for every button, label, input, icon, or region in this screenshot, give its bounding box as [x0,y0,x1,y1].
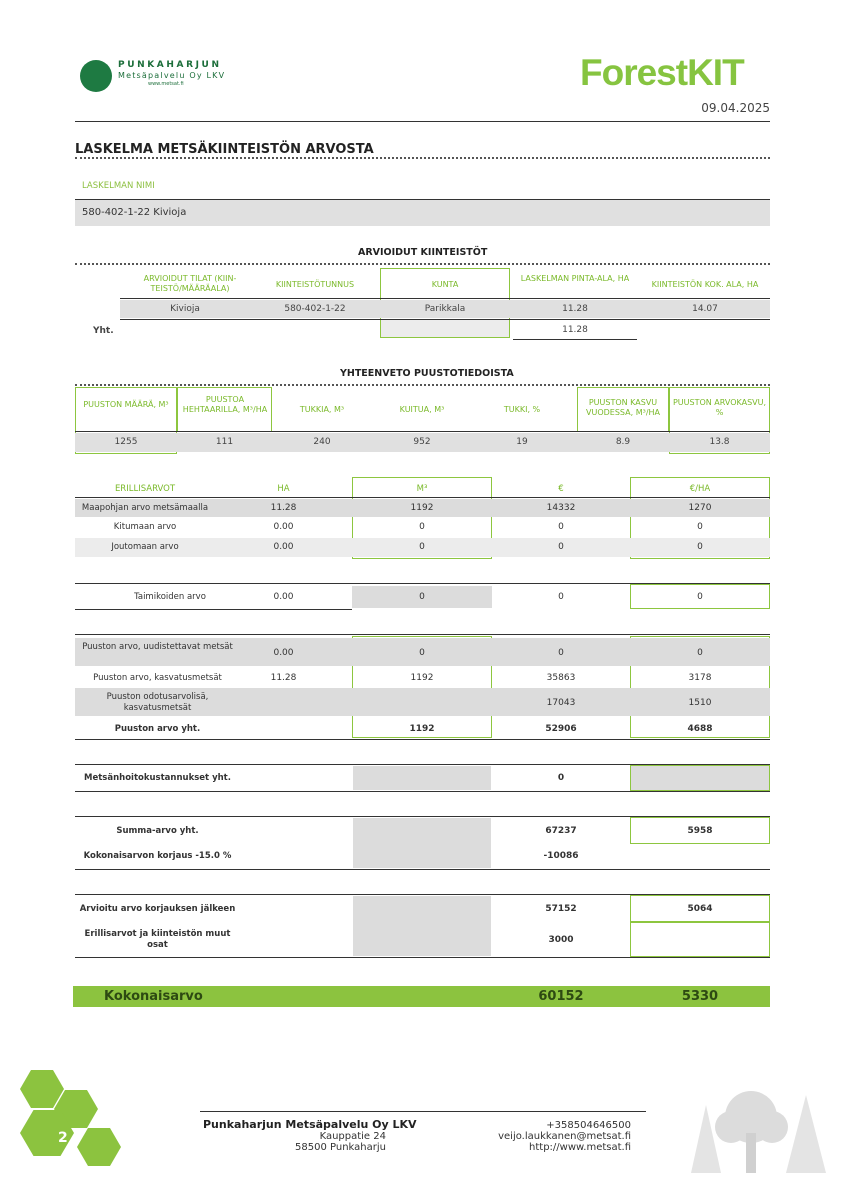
total-value-eur: 60152 [538,989,584,1004]
row-poor-land-m3: 0 [419,522,425,532]
row-regen-stand-label: Puuston arvo, uudistettavat metsät [82,642,233,652]
row-sum-value-eur: 67237 [545,826,577,836]
summary-log-pct: 19 [516,437,528,447]
row-waste-land-m3: 0 [419,542,425,552]
row-expectation-eur-ha: 1510 [688,698,712,708]
row-waste-land-eur-ha: 0 [697,542,703,552]
estate-calc-area: 11.28 [562,304,588,314]
row-land-value-eur-ha: 1270 [688,503,712,513]
summary-header-log-pct: TUKKI, % [503,405,541,414]
summary-pulp: 952 [413,437,431,447]
row-correction-eur: -10086 [543,851,579,861]
page-number: 2 [58,1130,68,1146]
summary-title: YHTEENVETO PUUSTOTIEDOISTA [340,368,514,379]
estate-municipality: Parikkala [424,304,466,314]
row-land-value-m3: 1192 [410,503,434,513]
footer-hex-decoration [20,1070,64,1108]
calc-name-label: LASKELMAN NIMI [82,181,155,191]
row-stand-total-eur-ha: 4688 [687,724,713,734]
summary-value-growth: 13.8 [709,437,730,447]
estates-header-kunta: KUNTA [431,280,459,289]
forestkit-logo: ForestKIT [580,52,744,93]
row-expectation-eur: 17043 [546,698,576,708]
company-logo-globe [80,60,112,92]
row-growing-stand-eur-ha: 3178 [688,673,712,683]
row-stand-total-label: Puuston arvo yht. [114,724,201,734]
logo-line-2: Metsäpalvelu Oy LKV [118,71,226,80]
logo-line-3: www.metsat.fi [148,81,184,87]
row-correction-label: Kokonaisarvon korjaus -15.0 % [83,851,232,861]
row-seedlings-m3: 0 [419,592,425,602]
document-date: 09.04.2025 [701,101,770,115]
row-growing-stand-label: Puuston arvo, kasvatusmetsät [93,673,222,683]
row-mgmt-cost-eur: 0 [557,773,565,783]
summary-header-per-ha: PUUSTOA HEHTAARILLA, M³/HA [182,395,268,414]
footer-phone: +358504646500 [546,1120,631,1131]
row-regen-stand-m3: 0 [419,648,425,658]
row-sum-value-eur-ha: 5958 [687,826,713,836]
estates-title: ARVIOIDUT KIINTEISTÖT [358,247,488,258]
summary-header-value-growth: PUUSTON ARVOKASVU, % [672,398,767,417]
row-poor-land-ha: 0.00 [273,522,294,532]
values-header-m3: M³ [416,484,428,494]
estates-header-kok-ala: KIINTEISTÖN KOK. ALA, HA [651,280,759,289]
estates-header-pinta-ala: LASKELMAN PINTA-ALA, HA [520,274,630,283]
row-growing-stand-ha: 11.28 [270,673,297,683]
footer-street: Kauppatie 24 [319,1131,386,1142]
row-land-value-ha: 11.28 [270,503,297,513]
footer-email[interactable]: veijo.laukkanen@metsat.fi [498,1131,631,1142]
values-header-ha: HA [277,484,290,494]
estates-header-tilat: ARVIOIDUT TILAT (KIIN-TEISTÖ/MÄÄRÄALA) [143,274,237,293]
row-poor-land-eur: 0 [558,522,564,532]
tree-watermark-icon [676,1085,828,1175]
row-waste-land-eur: 0 [558,542,564,552]
title-divider [75,157,770,159]
footer-city: 58500 Punkaharju [295,1142,386,1153]
footer-website[interactable]: http://www.metsat.fi [529,1142,631,1153]
row-separate-values-label: Erillisarvot ja kiinteistön muut osat [84,929,231,950]
row-seedlings-eur-ha: 0 [697,592,703,602]
row-regen-stand-ha: 0.00 [273,648,294,658]
summary-volume: 1255 [114,437,138,447]
row-stand-total-m3: 1192 [409,724,435,734]
row-land-value-label: Maapohjan arvo metsämaalla [81,503,209,513]
values-header-eur: € [558,484,564,494]
row-seedlings-label: Taimikoiden arvo [134,592,206,602]
row-poor-land-eur-ha: 0 [697,522,703,532]
summary-growth: 8.9 [615,437,631,447]
summary-header-volume: PUUSTON MÄÄRÄ, M³ [83,400,169,409]
summary-header-logs: TUKKIA, M³ [299,405,345,414]
calc-name-value: 580-402-1-22 Kivioja [82,207,187,218]
summary-logs: 240 [313,437,331,447]
row-sum-value-label: Summa-arvo yht. [116,826,199,836]
footer-hex-decoration [77,1128,121,1166]
row-regen-stand-eur: 0 [558,648,564,658]
estate-id: 580-402-1-22 [284,304,346,314]
estates-total-value: 11.28 [562,325,588,335]
row-separate-values-eur: 3000 [548,935,574,945]
row-mgmt-cost-label: Metsänhoitokustannukset yht. [84,773,231,783]
row-waste-land-label: Joutomaan arvo [111,542,179,552]
row-growing-stand-eur: 35863 [546,673,576,683]
row-growing-stand-m3: 1192 [410,673,434,683]
estates-total-label: Yht. [93,326,114,336]
estate-total-area: 14.07 [692,304,718,314]
values-header-eur-ha: €/HA [689,484,711,494]
summary-per-ha: 111 [215,437,234,447]
row-corrected-value-label: Arvioitu arvo korjauksen jälkeen [79,904,236,914]
summary-header-growth: PUUSTON KASVU VUODESSA, M³/HA [586,398,660,417]
estates-header-tunnus: KIINTEISTÖTUNNUS [275,280,355,289]
page-title: LASKELMA METSÄKIINTEISTÖN ARVOSTA [75,142,374,157]
total-value-eur-ha: 5330 [681,989,719,1004]
row-regen-stand-eur-ha: 0 [697,648,703,658]
summary-header-pulp: KUITUA, M³ [399,405,445,414]
row-expectation-label: Puuston odotusarvolisä, kasvatusmetsät [106,692,209,713]
row-stand-total-eur: 52906 [545,724,577,734]
total-value-label: Kokonaisarvo [104,989,203,1004]
header-rule [75,121,770,122]
values-header-label: ERILLISARVOT [114,484,176,494]
row-land-value-eur: 14332 [546,503,576,513]
row-corrected-value-eur-ha: 5064 [687,904,713,914]
row-seedlings-eur: 0 [558,592,564,602]
logo-line-1: PUNKAHARJUN [118,60,222,70]
footer-company: Punkaharjun Metsäpalvelu Oy LKV [203,1118,417,1131]
row-seedlings-ha: 0.00 [273,592,294,602]
row-poor-land-label: Kitumaan arvo [113,522,177,532]
row-corrected-value-eur: 57152 [545,904,577,914]
estate-name: Kivioja [170,304,200,314]
row-waste-land-ha: 0.00 [273,542,294,552]
